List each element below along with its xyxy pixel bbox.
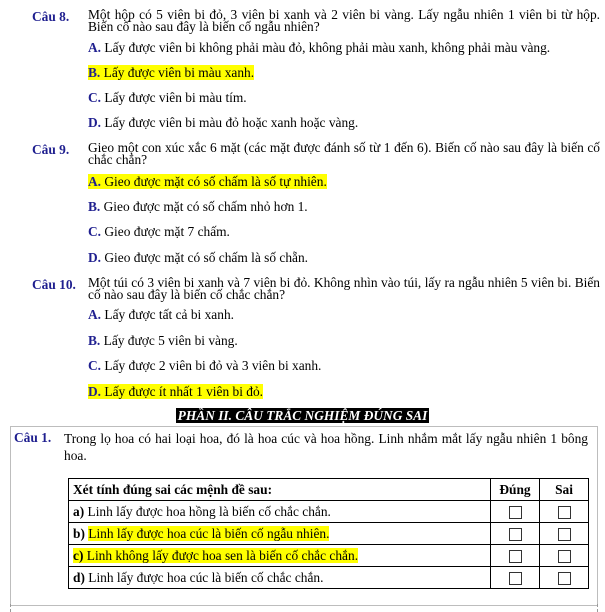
option-a[interactable]: A. Gieo được mặt có số chấm là số tự nhiên. — [88, 174, 327, 189]
table-row: a) Linh lấy được hoa hồng là biến cố chắc chắn. — [69, 501, 589, 523]
true-checkbox[interactable] — [509, 572, 522, 585]
statement-header: Xét tính đúng sai các mệnh đề sau: — [69, 479, 491, 501]
false-checkbox[interactable] — [558, 506, 571, 519]
false-checkbox[interactable] — [558, 550, 571, 563]
question-number: Câu 9. — [32, 142, 70, 157]
table-header-row — [69, 479, 589, 501]
false-checkbox[interactable] — [558, 572, 571, 585]
section-title: PHẦN II. CÂU TRẮC NGHIỆM ĐÚNG SAI — [177, 408, 428, 423]
option-d[interactable]: D. Lấy được ít nhất 1 viên bi đỏ. — [88, 384, 264, 399]
option-a[interactable]: A. Lấy được tất cả bi xanh. — [88, 307, 234, 322]
question-number: Câu 8. — [32, 9, 70, 24]
option-c[interactable]: C. Gieo được mặt 7 chấm. — [88, 224, 230, 239]
true-checkbox[interactable] — [509, 506, 522, 519]
false-checkbox[interactable] — [558, 528, 571, 541]
question-stem: Trong lọ hoa có hai loại hoa, đó là hoa cúc và hoa hồng. Linh nhắm mắt lấy ngẫu nhiên 1 bông hoa. — [64, 431, 588, 463]
option-b[interactable]: B. Lấy được 5 viên bi vàng. — [88, 333, 238, 348]
option-a[interactable]: A. Lấy được viên bi không phải màu đỏ, không phải màu xanh, không phải màu vàng. — [88, 40, 551, 55]
true-checkbox[interactable] — [509, 550, 522, 563]
question-stem: Một hộp có 5 viên bi đỏ, 3 viên bi xanh và 2 viên bi vàng. Lấy ngẫu nhiên 1 viên bi từ hộp. Biến cố nào sau đây là biến cố ngẫu nhiên? — [88, 7, 600, 34]
question-number: Câu 10. — [32, 277, 76, 292]
table-row: b) Linh lấy được hoa cúc là biến cố ngẫu nhiên. — [69, 523, 589, 545]
false-header: Sai — [540, 479, 589, 501]
table-row: d) Linh lấy được hoa cúc là biến cố chắc chắn. — [69, 567, 589, 589]
table-row: c) Linh không lấy được hoa sen là biến cố chắc chắn. — [69, 545, 589, 567]
question-stem: Gieo một con xúc xắc 6 mặt (các mặt được đánh số từ 1 đến 6). Biến cố nào sau đây là biến cố chắc chắn? — [88, 140, 600, 167]
question-stem: Một túi có 3 viên bi xanh và 7 viên bi đỏ. Không nhìn vào túi, lấy ra ngẫu nhiên 5 viên bi. Biến cố nào sau đây là biến cố chắc chắn? — [88, 275, 600, 302]
true-false-table — [68, 478, 589, 589]
next-question-box — [10, 604, 598, 612]
option-d[interactable]: D. Lấy được viên bi màu đỏ hoặc xanh hoặc vàng. — [88, 115, 359, 130]
option-d[interactable]: D. Gieo được mặt có số chấm là số chẵn. — [88, 250, 308, 265]
true-checkbox[interactable] — [509, 528, 522, 541]
true-header: Đúng — [491, 479, 540, 501]
option-c[interactable]: C. Lấy được viên bi màu tím. — [88, 90, 247, 105]
option-b[interactable]: B. Gieo được mặt có số chấm nhỏ hơn 1. — [88, 199, 308, 214]
option-b[interactable]: B. Lấy được viên bi màu xanh. — [88, 65, 255, 80]
option-c[interactable]: C. Lấy được 2 viên bi đỏ và 3 viên bi xanh. — [88, 358, 322, 373]
question-number: Câu 1. — [14, 430, 52, 445]
